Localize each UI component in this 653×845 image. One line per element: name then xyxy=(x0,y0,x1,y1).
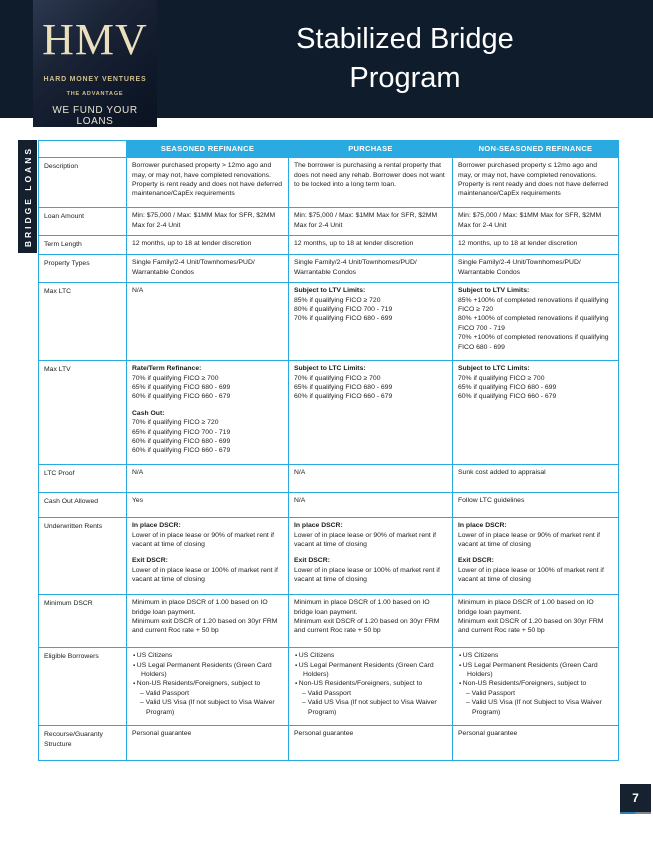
cell-line: – Valid US Visa (If not subject to Visa Waiver Program) xyxy=(132,698,283,717)
row-label: Max LTC xyxy=(39,283,127,361)
cell-line: Single Family/2-4 Unit/Townhomes/PUD/ Warrantable Condos xyxy=(458,259,581,276)
table-cell xyxy=(289,648,453,726)
row-label: Loan Amount xyxy=(39,208,127,236)
cell-line: 60% if qualifying FICO 680 - 699 xyxy=(132,437,231,445)
cell-line: – Valid US Visa (If not Subject to Visa Waiver Program) xyxy=(458,698,613,717)
table-row xyxy=(39,158,619,208)
cell-line: 70% +100% of completed renovations if qualifying FICO 680 - 699 xyxy=(458,334,609,351)
table-cell xyxy=(453,255,619,283)
cell-line xyxy=(458,549,613,556)
table-row xyxy=(39,518,619,595)
table-cell xyxy=(453,283,619,361)
cell-line: Subject to LTC Limits: xyxy=(294,365,366,373)
cell-line: N/A xyxy=(132,469,144,477)
cell-line: ▪ Non-US Residents/Foreigners, subject to xyxy=(294,679,447,688)
table-row xyxy=(39,283,619,361)
bridge-loans-tab-label: BRIDGE LOANS xyxy=(22,145,33,248)
cell-line: 65% if qualifying FICO 680 - 699 xyxy=(132,384,231,392)
cell-line: 85% if qualifying FICO ≥ 720 xyxy=(294,296,381,304)
cell-line: Borrower purchased property ≤ 12mo ago and may, or may not, have completed renovations. Property is rent ready and does not have deferred maintenance/CapEx requirements xyxy=(458,162,608,198)
cell-line: Single Family/2-4 Unit/Townhomes/PUD/ Warrantable Condos xyxy=(132,259,255,276)
table-cell xyxy=(289,255,453,283)
cell-line: Lower of in place lease or 90% of market rent if vacant at time of closing xyxy=(132,531,275,549)
cell-line: 80% +100% of completed renovations if qualifying FICO 700 - 719 xyxy=(458,315,609,332)
cell-line: 85% +100% of completed renovations if qualifying FICO ≥ 720 xyxy=(458,296,609,314)
hmv-logo xyxy=(33,0,157,127)
table-cell xyxy=(127,361,289,465)
cell-line: ▪ US Citizens xyxy=(458,651,613,660)
cell-line: Lower of in place lease or 100% of market rent if vacant at time of closing xyxy=(458,566,604,584)
table-cell xyxy=(453,361,619,465)
table-row xyxy=(39,255,619,283)
cell-line: Lower of in place lease or 100% of market rent if vacant at time of closing xyxy=(132,566,278,584)
cell-line: 70% if qualifying FICO ≥ 700 xyxy=(458,374,545,382)
table-row xyxy=(39,208,619,236)
table-cell xyxy=(453,236,619,255)
cell-line: 70% if qualifying FICO ≥ 700 xyxy=(132,374,219,382)
table-cell xyxy=(289,283,453,361)
program-table xyxy=(38,140,619,761)
row-label: Property Types xyxy=(39,255,127,283)
table-cell xyxy=(453,158,619,208)
table-row xyxy=(39,726,619,761)
cell-line: Minimum exit DSCR of 1.20 based on 30yr FRM and current Roc rate + 50 bp xyxy=(294,618,440,635)
cell-line: Minimum in place DSCR of 1.00 based on IO bridge loan payment. xyxy=(458,599,594,616)
table-cell xyxy=(289,158,453,208)
table-cell xyxy=(289,726,453,761)
row-label: Term Length xyxy=(39,236,127,255)
logo-company-name: HARD MONEY VENTURES xyxy=(43,76,147,83)
program-table-header xyxy=(39,141,619,158)
cell-line: Minimum exit DSCR of 1.20 based on 30yr FRM and current Roc rate + 50 bp xyxy=(458,618,604,635)
cell-line: Borrower purchased property > 12mo ago and may, or may not, have completed renovations. Property is rent ready and does not have deferred maintenance/CapEx requirements xyxy=(132,162,282,198)
cell-line: 60% if qualifying FICO 660 - 679 xyxy=(132,447,231,455)
cell-line: – Valid US Visa (If not subject to Visa Waiver Program) xyxy=(294,698,447,717)
table-cell xyxy=(127,493,289,518)
cell-line: ▪ US Legal Permanent Residents (Green Card Holders) xyxy=(458,661,613,680)
table-cell xyxy=(453,726,619,761)
table-row xyxy=(39,361,619,465)
cell-line: ▪ Non-US Residents/Foreigners, subject to xyxy=(458,679,613,688)
cell-line: Subject to LTV Limits: xyxy=(458,287,530,295)
page-title-line1: Stabilized Bridge xyxy=(296,22,514,55)
cell-line: Cash Out: xyxy=(132,409,165,417)
cell-line: Follow LTC guidelines xyxy=(458,497,525,505)
table-cell xyxy=(289,361,453,465)
page-title-line2: Program xyxy=(349,62,461,94)
cell-line: ▪ Non-US Residents/Foreigners, subject to xyxy=(132,679,283,688)
cell-line: Subject to LTV Limits: xyxy=(294,287,366,295)
bridge-loans-tab xyxy=(18,140,37,253)
table-cell xyxy=(289,208,453,236)
table-cell xyxy=(453,208,619,236)
table-row xyxy=(39,493,619,518)
cell-line: Exit DSCR: xyxy=(458,557,494,565)
cell-line: ▪ US Legal Permanent Residents (Green Card Holders) xyxy=(294,661,447,680)
table-row xyxy=(39,465,619,493)
cell-line: 65% if qualifying FICO 680 - 699 xyxy=(458,384,557,392)
table-cell xyxy=(453,518,619,595)
cell-line: 70% if qualifying FICO 680 - 699 xyxy=(294,315,393,323)
table-cell xyxy=(127,726,289,761)
table-cell xyxy=(289,518,453,595)
cell-line: – Valid Passport xyxy=(294,689,447,698)
table-cell xyxy=(127,595,289,648)
table-cell xyxy=(127,283,289,361)
row-label: Underwritten Rents xyxy=(39,518,127,595)
table-cell xyxy=(453,595,619,648)
table-corner-cell xyxy=(39,141,127,158)
cell-line: In place DSCR: xyxy=(132,522,181,530)
table-row xyxy=(39,236,619,255)
row-label: Eligible Borrowers xyxy=(39,648,127,726)
cell-line xyxy=(132,402,283,409)
cell-line: Min: $75,000 / Max: $1MM Max for SFR, $2MM Max for 2-4 Unit xyxy=(458,212,602,229)
cell-line: ▪ US Citizens xyxy=(132,651,283,660)
cell-line: 70% if qualifying FICO ≥ 720 xyxy=(132,419,219,427)
row-label: Recourse/Guaranty Structure xyxy=(39,726,127,761)
cell-line: In place DSCR: xyxy=(458,522,507,530)
table-cell xyxy=(453,648,619,726)
table-cell xyxy=(289,493,453,518)
cell-line: Personal guarantee xyxy=(132,730,192,738)
column-header: SEASONED REFINANCE xyxy=(127,141,289,158)
row-label: LTC Proof xyxy=(39,465,127,493)
cell-line: 60% if qualifying FICO 660 - 679 xyxy=(132,393,231,401)
table-row xyxy=(39,648,619,726)
cell-line: – Valid Passport xyxy=(132,689,283,698)
cell-line: 80% if qualifying FICO 700 - 719 xyxy=(294,306,393,314)
page-title xyxy=(157,0,653,118)
cell-line: Exit DSCR: xyxy=(294,557,330,565)
cell-line: Minimum in place DSCR of 1.00 based on IO bridge loan payment. xyxy=(294,599,430,616)
table-cell xyxy=(289,465,453,493)
cell-line: In place DSCR: xyxy=(294,522,343,530)
table-cell xyxy=(127,208,289,236)
cell-line: – Valid Passport xyxy=(458,689,613,698)
row-label: Minimum DSCR xyxy=(39,595,127,648)
table-cell xyxy=(289,595,453,648)
table-cell xyxy=(453,465,619,493)
cell-line: 60% if qualifying FICO 660 - 679 xyxy=(458,393,557,401)
logo-acronym: HMV xyxy=(42,15,148,64)
cell-line: Rate/Term Refinance: xyxy=(132,365,202,373)
cell-line: The borrower is purchasing a rental property that does not need any rehab. Borrower does not want to be locked into a long term loan. xyxy=(294,162,445,189)
cell-line: 65% if qualifying FICO 700 - 719 xyxy=(132,428,231,436)
table-cell xyxy=(127,236,289,255)
cell-line: 60% if qualifying FICO 660 - 679 xyxy=(294,393,393,401)
cell-line: Personal guarantee xyxy=(294,730,354,738)
logo-tagline: THE ADVANTAGE xyxy=(66,91,124,97)
cell-line: 12 months, up to 18 at lender discretion xyxy=(294,240,414,248)
cell-line: 70% if qualifying FICO ≥ 700 xyxy=(294,374,381,382)
cell-line: Min: $75,000 / Max: $1MM Max for SFR, $2MM Max for 2-4 Unit xyxy=(132,212,276,229)
cell-line: Exit DSCR: xyxy=(132,557,168,565)
cell-line: 12 months, up to 18 at lender discretion xyxy=(458,240,578,248)
cell-line: ▪ US Legal Permanent Residents (Green Card Holders) xyxy=(132,661,283,680)
page-number: 7 xyxy=(632,791,639,805)
cell-line: Subject to LTC Limits: xyxy=(458,365,530,373)
cell-line: N/A xyxy=(294,469,306,477)
column-header: NON-SEASONED REFINANCE xyxy=(453,141,619,158)
cell-line: Minimum exit DSCR of 1.20 based on 30yr FRM and current Roc rate + 50 bp xyxy=(132,618,278,635)
table-cell xyxy=(289,236,453,255)
cell-line: ▪ US Citizens xyxy=(294,651,447,660)
cell-line: 12 months, up to 18 at lender discretion xyxy=(132,240,252,248)
cell-line: 65% if qualifying FICO 680 - 699 xyxy=(294,384,393,392)
table-row xyxy=(39,595,619,648)
page-number-badge xyxy=(620,784,651,812)
cell-line: Sunk cost added to appraisal xyxy=(458,469,546,477)
program-table-container xyxy=(38,140,619,761)
cell-line: Personal guarantee xyxy=(458,730,518,738)
cell-line: N/A xyxy=(294,497,306,505)
row-label: Description xyxy=(39,158,127,208)
table-cell xyxy=(127,158,289,208)
cell-line: Yes xyxy=(132,497,144,505)
page-number-underline xyxy=(620,812,651,814)
cell-line xyxy=(132,549,283,556)
table-cell xyxy=(127,255,289,283)
cell-line: Lower of in place lease or 90% of market rent if vacant at time of closing xyxy=(458,531,601,549)
table-cell xyxy=(127,648,289,726)
cell-line: Single Family/2-4 Unit/Townhomes/PUD/ Warrantable Condos xyxy=(294,259,417,276)
cell-line xyxy=(294,549,447,556)
cell-line: Lower of in place lease or 100% of market rent if vacant at time of closing xyxy=(294,566,440,584)
row-label: Max LTV xyxy=(39,361,127,465)
column-header: PURCHASE xyxy=(289,141,453,158)
cell-line: Lower of in place lease or 90% of market rent if vacant at time of closing xyxy=(294,531,437,549)
row-label: Cash Out Allowed xyxy=(39,493,127,518)
cell-line: Min: $75,000 / Max: $1MM Max for SFR, $2MM Max for 2-4 Unit xyxy=(294,212,438,229)
cell-line: N/A xyxy=(132,287,144,295)
table-cell xyxy=(453,493,619,518)
cell-line: Minimum in place DSCR of 1.00 based on IO bridge loan payment. xyxy=(132,599,268,616)
logo-slogan: WE FUND YOUR LOANS xyxy=(52,105,138,127)
table-cell xyxy=(127,465,289,493)
table-cell xyxy=(127,518,289,595)
